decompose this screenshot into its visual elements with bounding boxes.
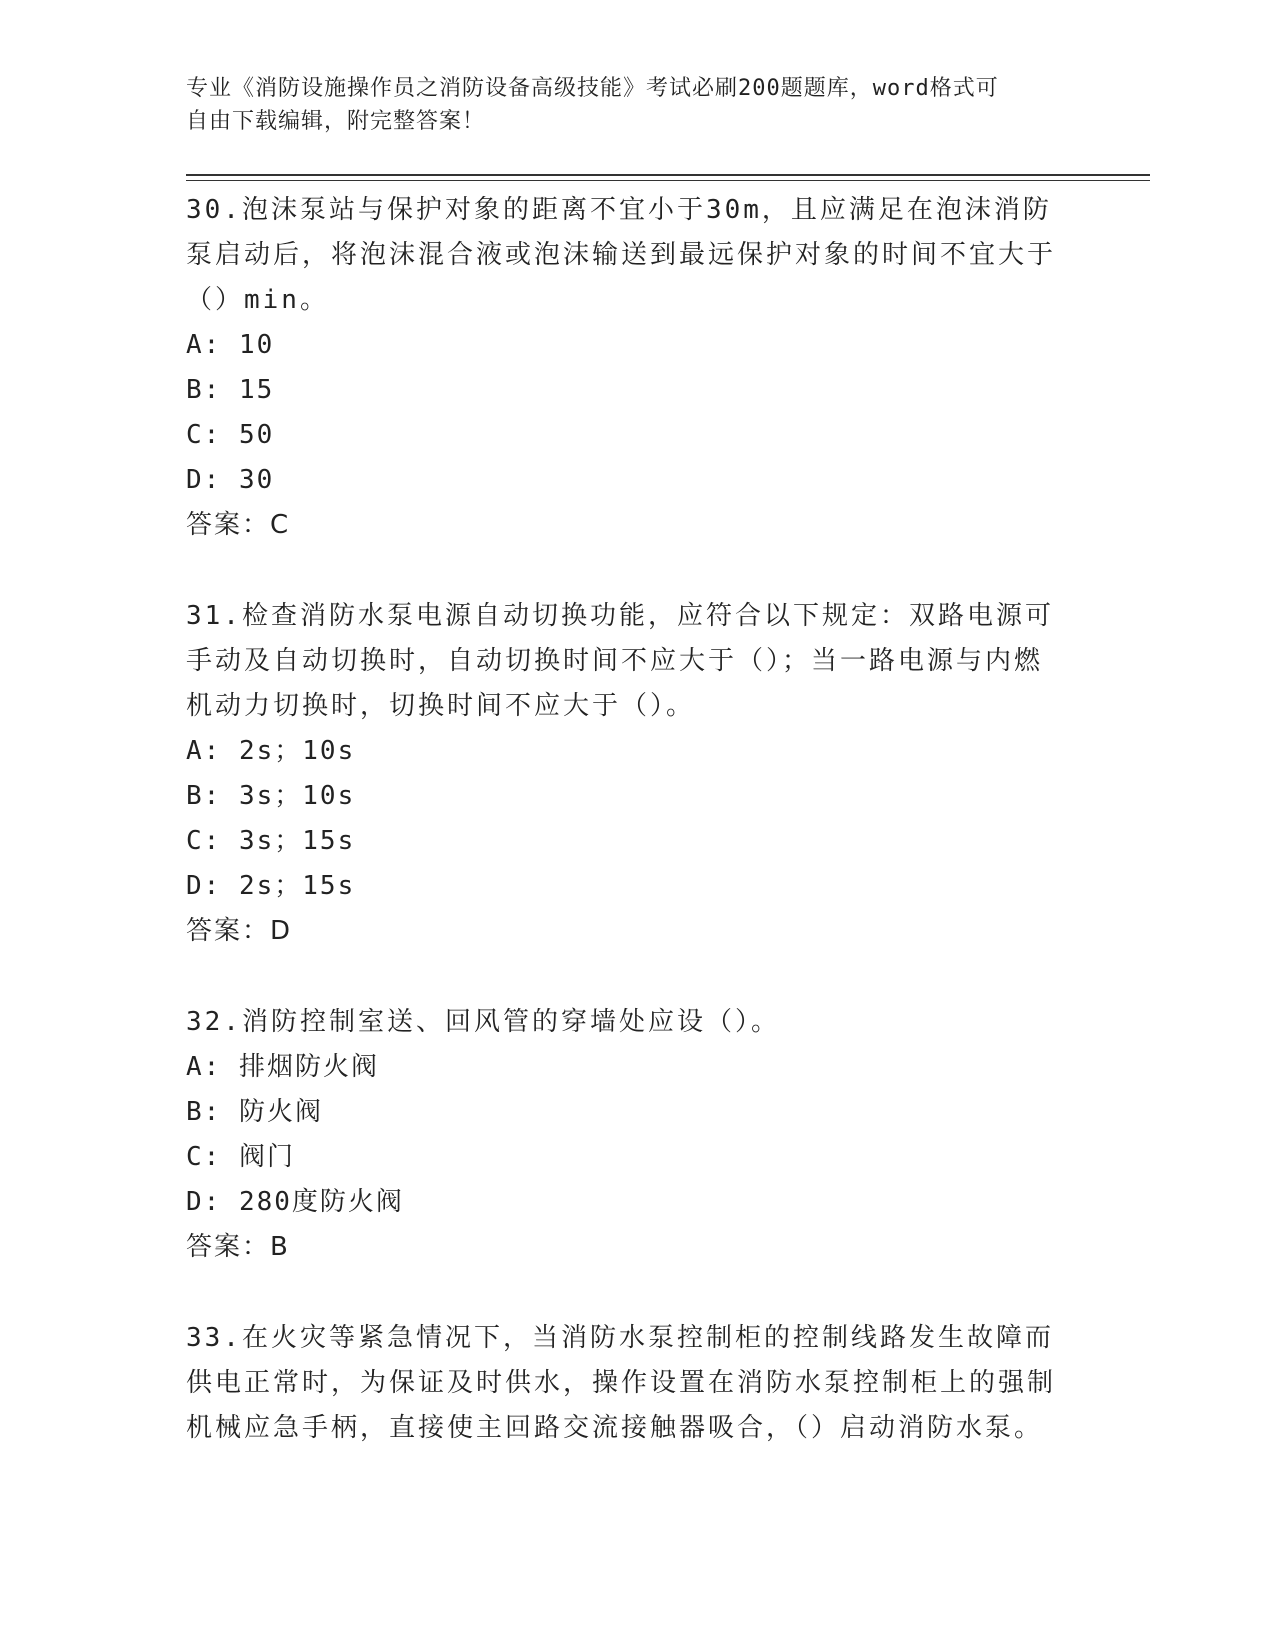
option-b: B: 3s；10s: [186, 781, 356, 811]
option-a: A: 2s；10s: [186, 736, 356, 766]
header-line-1: 专业《消防设施操作员之消防设备高级技能》考试必刷200题题库，word格式可: [186, 76, 999, 101]
option-b: B: 防火阀: [186, 1097, 323, 1127]
question-text: 32.消防控制室送、回风管的穿墙处应设（）。: [186, 1007, 780, 1037]
question-33: [186, 1316, 1086, 1451]
answer: 答案：D: [186, 916, 293, 946]
question-30: [186, 188, 1086, 548]
option-c: C: 3s；15s: [186, 826, 356, 856]
option-a: A: 排烟防火阀: [186, 1052, 379, 1082]
option-d: D: 30: [186, 465, 275, 495]
question-32: [186, 1000, 1086, 1270]
question-31: [186, 594, 1086, 954]
question-text: 31.检查消防水泵电源自动切换功能，应符合以下规定：双路电源可手动及自动切换时，自动切换时间不应大于（）；当一路电源与内燃机动力切换时，切换时间不应大于（）。: [186, 601, 1054, 721]
question-list: [186, 188, 1086, 1497]
document-header: [186, 72, 1066, 138]
answer: 答案：B: [186, 1232, 290, 1262]
option-a: A: 10: [186, 330, 275, 360]
option-c: C: 50: [186, 420, 275, 450]
option-c: C: 阀门: [186, 1142, 295, 1172]
option-d: D: 2s；15s: [186, 871, 356, 901]
option-d: D: 280度防火阀: [186, 1187, 404, 1217]
option-b: B: 15: [186, 375, 275, 405]
header-divider-thick: [186, 174, 1150, 176]
header-divider-thin: [186, 180, 1150, 181]
answer: 答案：C: [186, 510, 291, 540]
header-line-2: 自由下载编辑，附完整答案！: [186, 109, 486, 134]
question-text: 30.泡沫泵站与保护对象的距离不宜小于30m，且应满足在泡沫消防泵启动后，将泡沫混合液或泡沫输送到最远保护对象的时间不宜大于（）min。: [186, 195, 1057, 315]
question-text: 33.在火灾等紧急情况下，当消防水泵控制柜的控制线路发生故障而供电正常时，为保证及时供水，操作设置在消防水泵控制柜上的强制机械应急手柄，直接使主回路交流接触器吸合，（）启动消防水泵。: [186, 1323, 1057, 1443]
